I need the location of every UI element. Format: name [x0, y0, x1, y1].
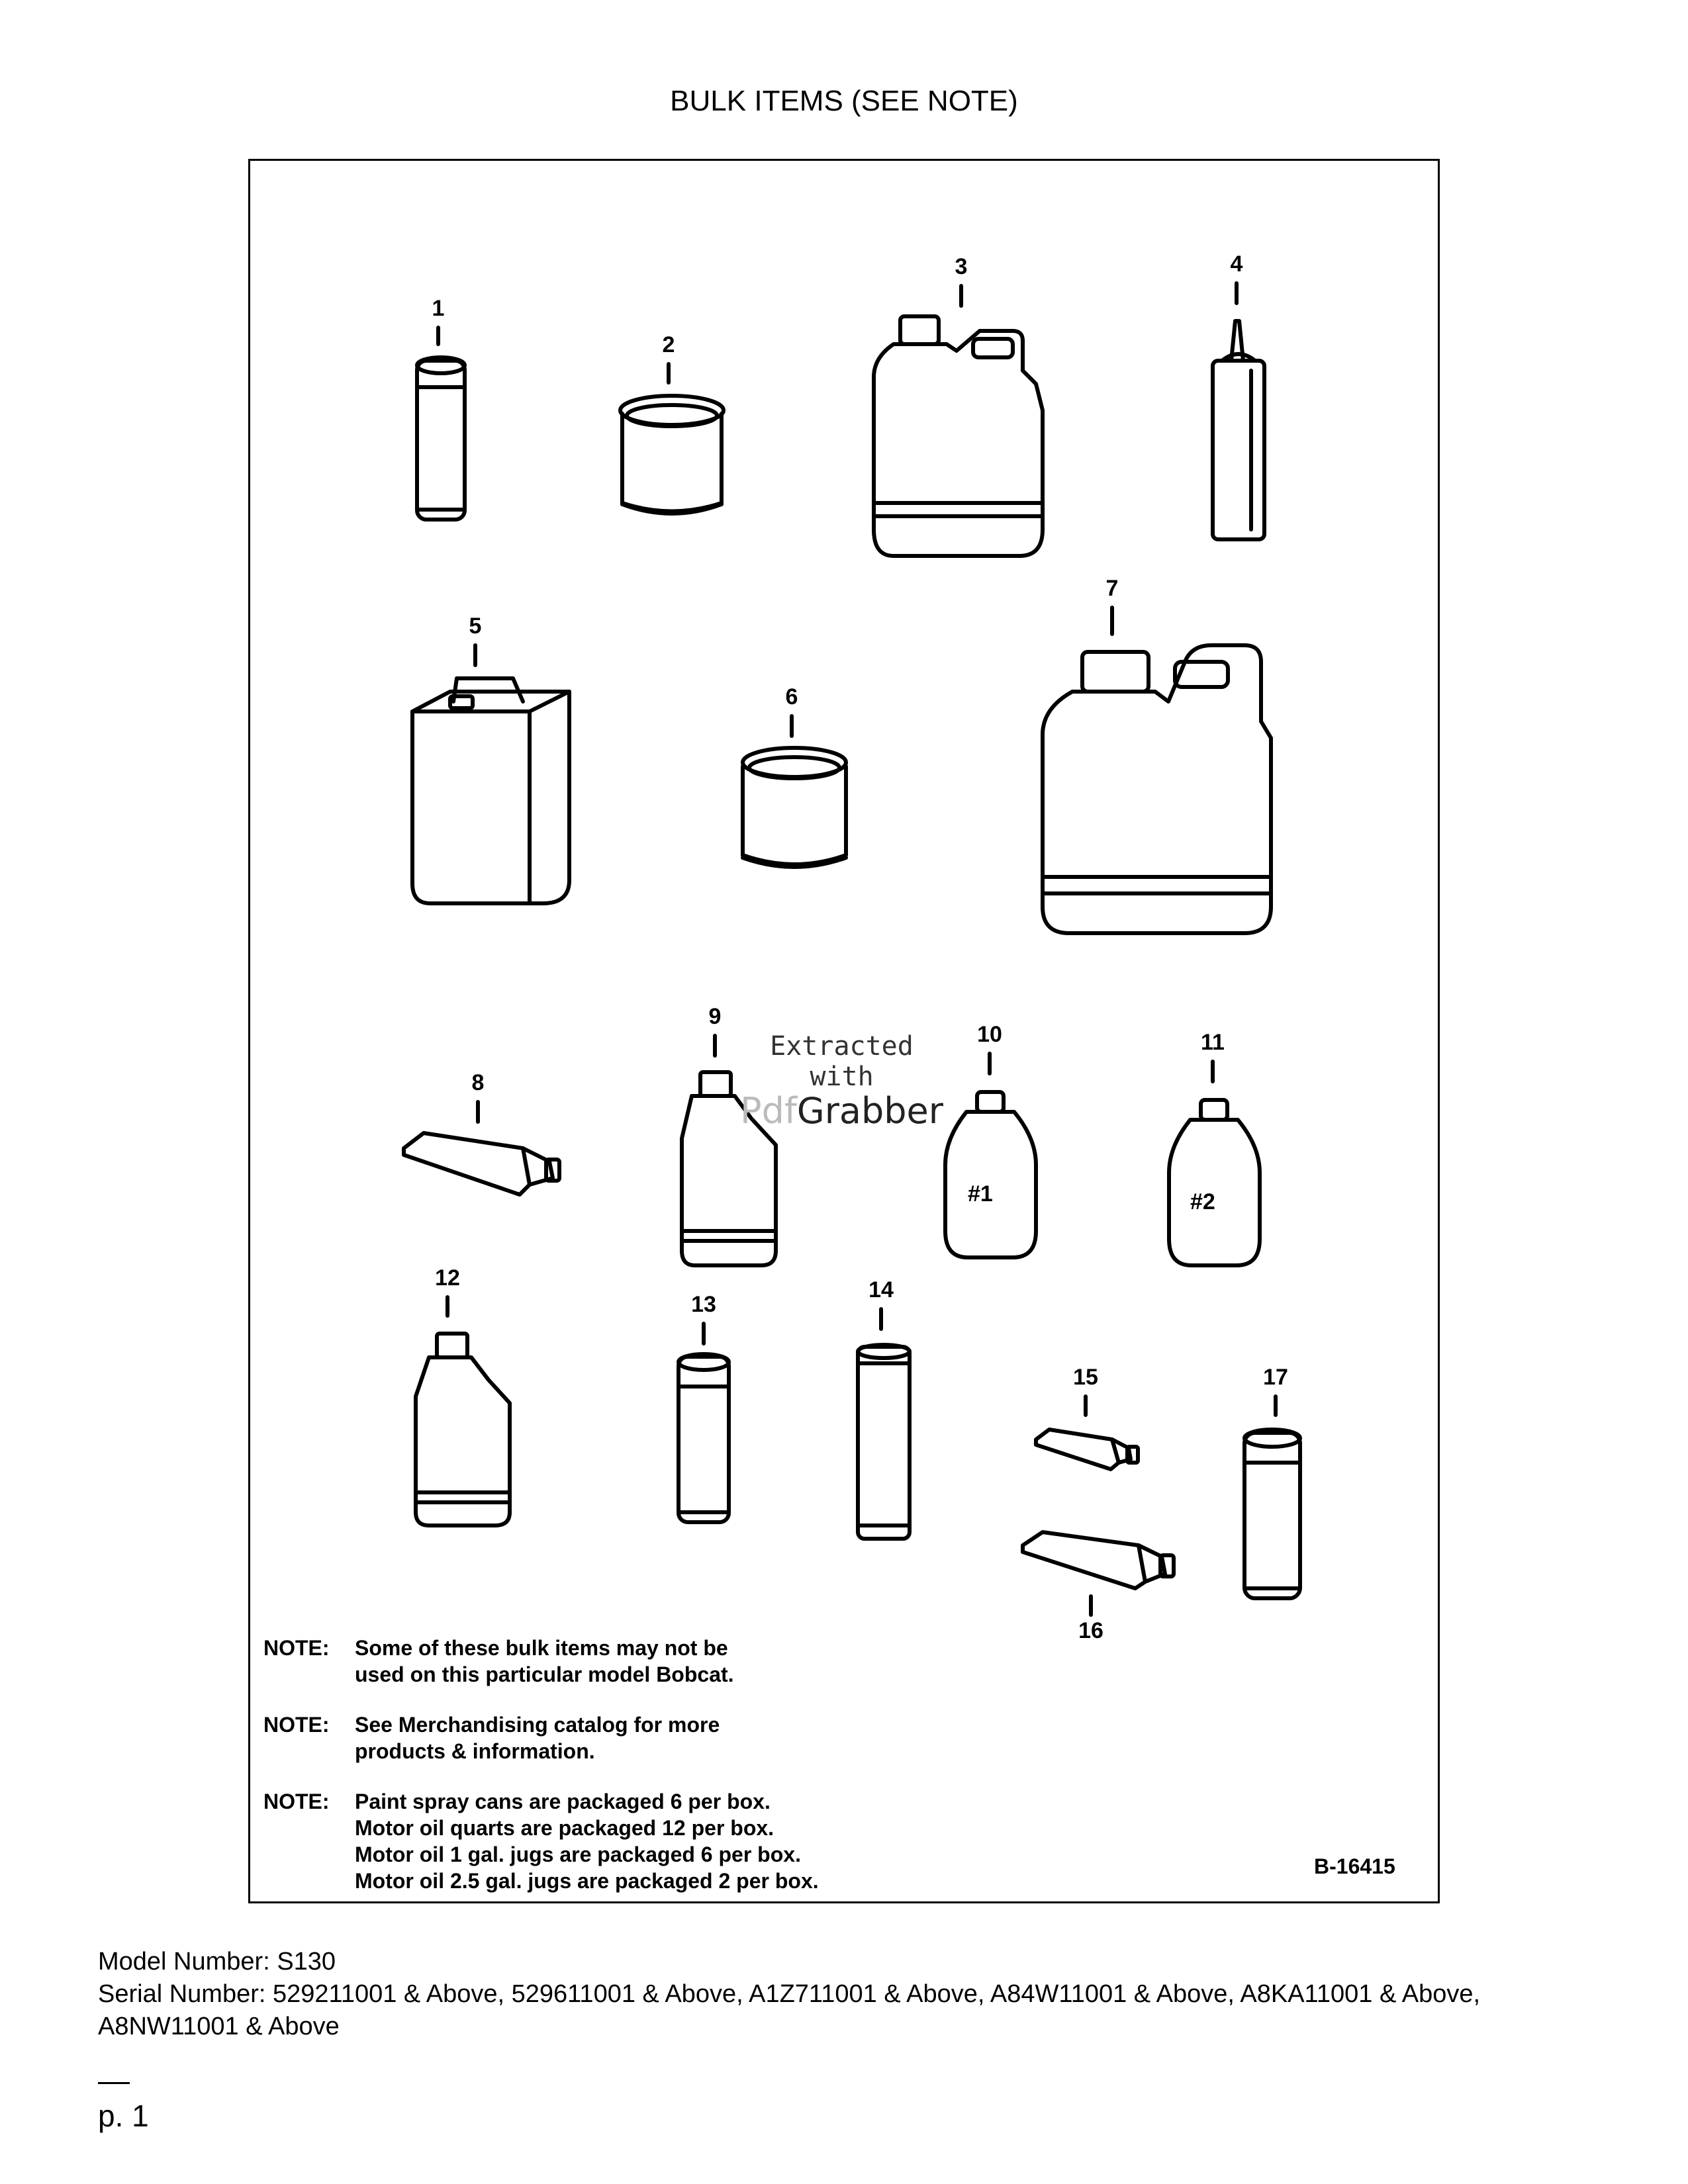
- grease-tube-item-16: [1023, 1532, 1174, 1588]
- watermark: [740, 1031, 943, 1130]
- note-3: [263, 1788, 819, 1894]
- callout-17: 17: [1263, 1365, 1288, 1390]
- footer-divider: [98, 2082, 130, 2084]
- callout-15: 15: [1073, 1365, 1098, 1390]
- note-1: [263, 1635, 819, 1688]
- note-2: [263, 1711, 819, 1764]
- grease-tube-item-8: [404, 1133, 559, 1195]
- note-text: Some of these bulk items may not be: [355, 1636, 728, 1660]
- page-title: BULK ITEMS (SEE NOTE): [670, 85, 1018, 117]
- note-label: NOTE:: [263, 1790, 330, 1813]
- note-text: Paint spray cans are packaged 6 per box.: [355, 1790, 771, 1813]
- serial-number: Serial Number: 529211001 & Above, 529611001 & Above, A1Z711001 & Above, A84W11001 & Above, A8KA11001 & Above, A8NW11001 & Above: [98, 1980, 1481, 2040]
- oil-jug-item-3: [874, 316, 1043, 556]
- footer: [98, 1946, 1594, 2043]
- callout-4: 4: [1230, 251, 1243, 277]
- spray-can-item-17: [1244, 1430, 1300, 1598]
- note-text: See Merchandising catalog for more: [355, 1713, 720, 1737]
- callout-8: 8: [471, 1070, 485, 1095]
- paint-can-item-6: [743, 748, 846, 867]
- bottle-item-11: [1169, 1100, 1260, 1265]
- bottle-item-10: [945, 1092, 1036, 1257]
- note-text: Motor oil quarts are packaged 12 per box.: [355, 1816, 774, 1840]
- note-text: used on this particular model Bobcat.: [355, 1662, 734, 1686]
- grease-cartridge-item-14: [858, 1345, 910, 1539]
- note-label: NOTE:: [263, 1713, 330, 1737]
- oil-quart-item-12: [416, 1334, 510, 1525]
- callout-6: 6: [785, 684, 798, 709]
- callout-11: 11: [1201, 1030, 1225, 1055]
- bottle-label-1: #1: [968, 1181, 993, 1206]
- callout-5: 5: [469, 614, 482, 639]
- callout-7: 7: [1105, 576, 1119, 601]
- callout-2: 2: [662, 332, 675, 357]
- callout-3: 3: [955, 254, 968, 279]
- callout-1: 1: [432, 296, 445, 321]
- callout-14: 14: [868, 1277, 894, 1302]
- callout-10: 10: [977, 1022, 1002, 1047]
- watermark-brand-b: Grabber: [796, 1090, 943, 1132]
- page-number: p. 1: [98, 2099, 149, 2133]
- oil-jug-item-7: [1043, 645, 1271, 933]
- callout-12: 12: [435, 1265, 460, 1291]
- square-can-item-5: [412, 678, 569, 903]
- callout-16: 16: [1078, 1618, 1103, 1643]
- paint-can-item-2: [620, 396, 724, 514]
- spray-can-item-1: [417, 357, 465, 520]
- caulk-tube-item-4: [1213, 321, 1264, 539]
- callout-13: 13: [691, 1292, 716, 1317]
- watermark-brand-a: Pdf: [740, 1090, 797, 1132]
- note-label: NOTE:: [263, 1636, 330, 1660]
- small-tube-item-15: [1036, 1430, 1138, 1469]
- watermark-line-2: with: [810, 1062, 874, 1092]
- note-text: products & information.: [355, 1739, 595, 1763]
- watermark-brand: [740, 1092, 943, 1130]
- watermark-line-1: Extracted: [770, 1031, 914, 1062]
- spray-can-item-13: [679, 1354, 729, 1522]
- callout-9: 9: [708, 1004, 722, 1029]
- figure-id: B-16415: [1314, 1854, 1395, 1878]
- note-text: Motor oil 1 gal. jugs are packaged 6 per box.: [355, 1843, 801, 1866]
- model-number: Model Number: S130: [98, 1948, 336, 1976]
- bottle-label-2: #2: [1190, 1189, 1215, 1214]
- notes-block: [263, 1635, 819, 1918]
- note-text: Motor oil 2.5 gal. jugs are packaged 2 per box.: [355, 1869, 819, 1893]
